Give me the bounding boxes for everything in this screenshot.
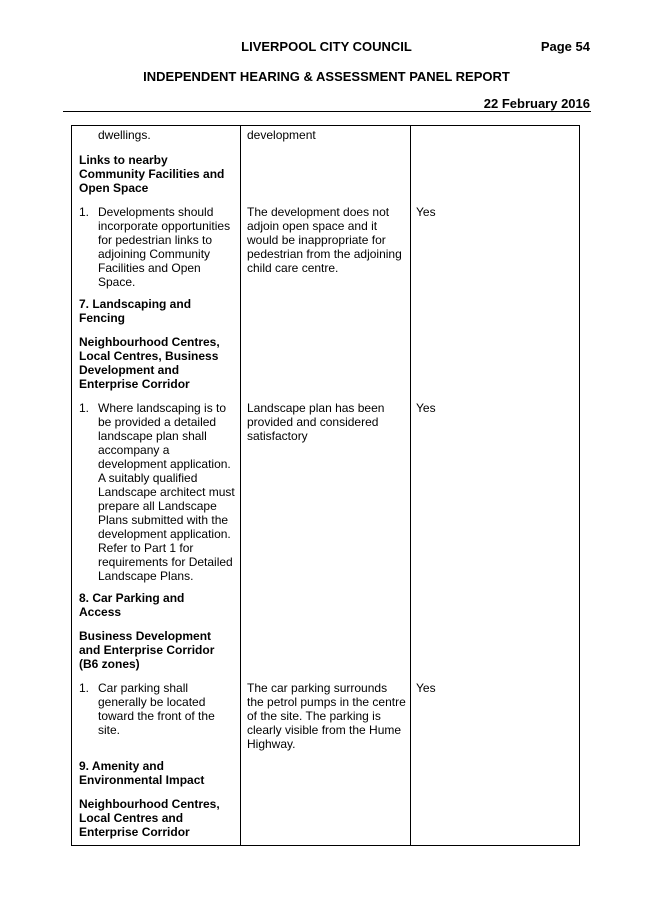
page-number: Page 54	[540, 39, 590, 54]
item-number: 1.	[79, 681, 90, 695]
cell-comment: The development does not adjoin open space and it would be inappropriate for pedestrian from the adjoining child care centre.	[247, 205, 402, 275]
cell-requirement: dwellings.	[98, 128, 151, 142]
cell-compliance: Yes	[416, 401, 436, 415]
section-heading: 9. Amenity and Environmental Impact	[79, 759, 205, 787]
subsection-heading: Neighbourhood Centres, Local Centres and Enterprise Corridor	[79, 797, 220, 839]
report-date: 22 February 2016	[483, 96, 590, 111]
cell-comment: development	[247, 128, 316, 142]
column-divider	[410, 126, 411, 845]
section-heading: 7. Landscaping and Fencing	[79, 297, 192, 325]
cell-compliance: Yes	[416, 205, 436, 219]
report-title: INDEPENDENT HEARING & ASSESSMENT PANEL REPORT	[143, 69, 510, 84]
subsection-heading: Business Development and Enterprise Corridor (B6 zones)	[79, 629, 215, 671]
council-name: LIVERPOOL CITY COUNCIL	[241, 39, 412, 54]
cell-requirement: Where landscaping is to be provided a detailed landscape plan shall accompany a development application. A suitably qualified Landscape architect must prepare all Landscape Plans submitted with the development application. Refer to Part 1 for requirements for Detailed Landscape Plans.	[98, 401, 235, 583]
section-heading: 8. Car Parking and Access	[79, 591, 185, 619]
item-number: 1.	[79, 401, 90, 415]
cell-requirement: Developments should incorporate opportunities for pedestrian links to adjoining Community Facilities and Open Space.	[98, 205, 231, 289]
cell-comment: Landscape plan has been provided and considered satisfactory	[247, 401, 385, 443]
compliance-table	[71, 125, 580, 846]
column-divider	[240, 126, 241, 845]
cell-comment: The car parking surrounds the petrol pumps in the centre of the site. The parking is clearly visible from the Hume Highway.	[247, 681, 406, 751]
cell-compliance: Yes	[416, 681, 436, 695]
subsection-heading: Neighbourhood Centres, Local Centres, Business Development and Enterprise Corridor	[79, 335, 220, 391]
header-rule	[63, 111, 591, 112]
section-heading: Links to nearby Community Facilities and Open Space	[79, 153, 225, 195]
cell-requirement: Car parking shall generally be located toward the front of the site.	[98, 681, 215, 737]
item-number: 1.	[79, 205, 90, 219]
